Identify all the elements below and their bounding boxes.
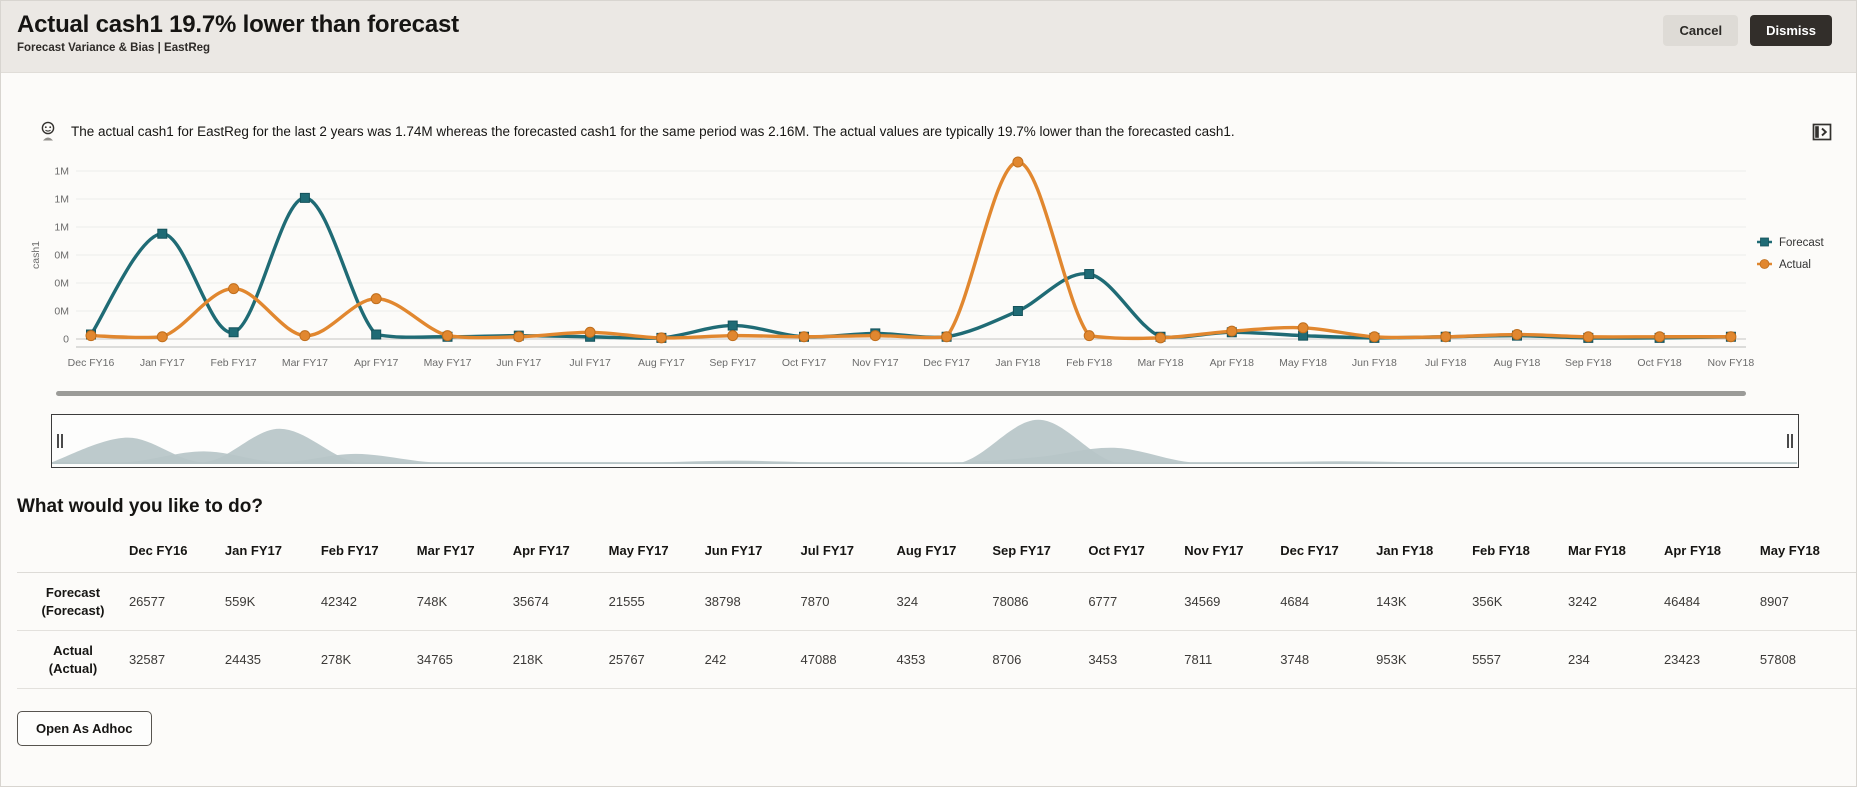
data-point-forecast[interactable] — [300, 193, 309, 202]
table-cell: 5557 — [1472, 652, 1501, 667]
table-cell: 3453 — [1088, 652, 1118, 667]
month-column-header: Feb FY17 — [321, 528, 417, 573]
table-cell: 4353 — [896, 652, 926, 667]
cancel-button[interactable]: Cancel — [1663, 15, 1738, 46]
data-point-forecast[interactable] — [1085, 270, 1094, 279]
x-tick-label: Nov FY17 — [851, 357, 899, 369]
table-cell: 47088 — [800, 652, 837, 667]
data-point-actual[interactable] — [728, 331, 738, 341]
month-column-header: Aug FY17 — [896, 528, 992, 573]
table-cell: 57808 — [1759, 652, 1797, 667]
series-line-forecast[interactable] — [91, 198, 1731, 338]
x-tick-label: Sep FY17 — [709, 357, 757, 369]
legend-item-actual[interactable] — [1757, 259, 1811, 271]
values-table-container — [17, 528, 1856, 689]
legend-label: Actual — [1779, 259, 1811, 271]
x-tick-label: Oct FY17 — [781, 357, 827, 369]
table-cell: 78086 — [992, 594, 1029, 609]
data-point-actual[interactable] — [300, 331, 310, 341]
table-cell: 143K — [1376, 594, 1407, 609]
table-cell: 38798 — [704, 594, 741, 609]
time-range-scrubber[interactable] — [51, 414, 1799, 468]
table-corner-cell — [17, 528, 129, 573]
table-cell: 559K — [224, 594, 256, 609]
x-tick-label: Oct FY18 — [1637, 357, 1682, 369]
narrative-text: The actual cash1 for EastReg for the last 2 years was 1.74M whereas the forecasted cash1 for the same period was 2.16M. The actual values are typically 19.7% lower than the forecasted cash1. — [71, 124, 1235, 139]
y-tick-label: 0M — [54, 305, 69, 318]
month-column-header: Jul FY17 — [801, 528, 897, 573]
table-cell: 7811 — [1184, 652, 1213, 667]
month-column-header: Apr FY18 — [1664, 528, 1760, 573]
header-actions — [1663, 15, 1832, 46]
month-column-header: Jun FY17 — [705, 528, 801, 573]
data-point-actual[interactable] — [157, 332, 167, 342]
x-tick-label: Apr FY17 — [354, 357, 399, 369]
data-point-actual[interactable] — [1298, 323, 1308, 333]
month-column-header: Oct FY17 — [1088, 528, 1184, 573]
open-panel-icon[interactable] — [1812, 122, 1832, 142]
x-tick-label: Jun FY17 — [496, 357, 542, 369]
table-header-row — [17, 528, 1856, 573]
x-tick-label: Feb FY17 — [210, 357, 257, 369]
insight-assistant-icon — [39, 121, 57, 142]
chart-horizontal-scrollbar[interactable] — [56, 391, 1746, 396]
x-tick-label: Nov FY18 — [1707, 357, 1755, 369]
x-tick-label: Apr FY18 — [1209, 357, 1254, 369]
legend-label: Forecast — [1779, 237, 1824, 249]
x-tick-label: Mar FY18 — [1137, 357, 1184, 369]
table-cell: 242 — [704, 652, 727, 667]
data-point-forecast[interactable] — [229, 328, 238, 337]
table-cell: 34569 — [1184, 594, 1221, 609]
table-cell: 278K — [320, 652, 352, 667]
data-point-actual[interactable] — [656, 333, 666, 343]
forecast-actual-line-chart[interactable] — [1, 148, 1856, 388]
prompt-heading: What would you like to do? — [17, 496, 263, 517]
open-as-adhoc-button[interactable]: Open As Adhoc — [17, 711, 152, 746]
data-point-actual[interactable] — [514, 332, 524, 342]
x-tick-label: Jan FY17 — [139, 357, 185, 369]
table-cell: 46484 — [1663, 594, 1701, 609]
table-cell: 324 — [896, 594, 919, 609]
x-tick-label: May FY18 — [1279, 357, 1328, 369]
data-point-actual[interactable] — [443, 331, 453, 341]
data-point-actual[interactable] — [371, 294, 381, 304]
table-cell: 4684 — [1280, 594, 1310, 609]
data-point-actual[interactable] — [870, 331, 880, 341]
data-point-actual[interactable] — [1013, 157, 1023, 167]
data-point-actual[interactable] — [1512, 330, 1522, 340]
values-table — [17, 528, 1856, 689]
month-column-header: Nov FY17 — [1184, 528, 1280, 573]
month-column-header: Dec FY17 — [1280, 528, 1376, 573]
data-point-actual[interactable] — [942, 332, 952, 342]
table-cell: 218K — [512, 652, 544, 667]
table-cell: 23423 — [1663, 652, 1701, 667]
x-tick-label: Aug FY18 — [1493, 357, 1541, 369]
y-tick-label: 0M — [54, 277, 69, 290]
x-tick-label: Jun FY18 — [1351, 357, 1397, 369]
month-column-header: Jan FY18 — [1376, 528, 1472, 573]
header-titles — [17, 11, 459, 54]
table-cell: 32587 — [128, 652, 166, 667]
y-tick-label: 1M — [54, 221, 69, 234]
y-tick-label: 0 — [63, 333, 69, 346]
data-point-actual[interactable] — [1726, 332, 1736, 342]
x-tick-label: May FY17 — [423, 357, 472, 369]
month-column-header: Dec FY16 — [129, 528, 225, 573]
y-tick-label: 1M — [54, 165, 69, 178]
table-cell: 8706 — [992, 652, 1022, 667]
y-tick-label: 1M — [54, 193, 69, 206]
table-cell: 34765 — [416, 652, 453, 667]
row-label: Actual (Actual) — [48, 642, 98, 676]
x-tick-label: Jan FY18 — [995, 357, 1041, 369]
chart-canvas[interactable] — [1, 148, 1857, 388]
table-cell: 3748 — [1280, 652, 1310, 667]
data-point-forecast[interactable] — [372, 330, 381, 339]
legend-item-forecast[interactable] — [1757, 237, 1825, 249]
y-tick-label: 0M — [54, 249, 69, 262]
table-cell: 26577 — [128, 594, 166, 609]
month-column-header: Sep FY17 — [992, 528, 1088, 573]
data-point-actual[interactable] — [1084, 331, 1094, 341]
data-point-actual[interactable] — [229, 284, 239, 294]
table-cell: 24435 — [224, 652, 262, 667]
y-axis-title: cash1 — [30, 240, 42, 270]
scrubber-right-handle[interactable] — [1787, 434, 1793, 448]
table-row-actual — [17, 631, 1856, 689]
x-tick-label: Dec FY16 — [67, 357, 115, 369]
table-cell: 953K — [1376, 652, 1407, 667]
month-column-header: Mar FY18 — [1568, 528, 1664, 573]
data-point-actual[interactable] — [1227, 326, 1237, 336]
page-subtitle: Forecast Variance & Bias | EastReg — [17, 42, 211, 54]
table-row-forecast — [17, 573, 1856, 631]
x-tick-label: Aug FY17 — [638, 357, 685, 369]
data-point-actual[interactable] — [585, 327, 595, 337]
data-point-actual[interactable] — [799, 332, 809, 342]
page-title: Actual cash1 19.7% lower than forecast — [17, 11, 459, 38]
data-point-forecast[interactable] — [1013, 307, 1022, 316]
table-cell: 42342 — [320, 594, 357, 609]
table-cell: 234 — [1568, 652, 1590, 667]
data-point-forecast[interactable] — [728, 321, 737, 330]
month-column-header: Mar FY17 — [417, 528, 513, 573]
table-cell: 8907 — [1759, 594, 1789, 609]
data-point-forecast[interactable] — [158, 229, 167, 238]
x-tick-label: Dec FY17 — [923, 357, 970, 369]
table-cell: 35674 — [512, 594, 549, 609]
dismiss-button[interactable]: Dismiss — [1750, 15, 1832, 46]
data-point-actual[interactable] — [1655, 332, 1665, 342]
data-point-actual[interactable] — [86, 331, 96, 341]
data-point-actual[interactable] — [1583, 332, 1593, 342]
month-column-header: May FY18 — [1760, 528, 1856, 573]
table-cell: 7870 — [800, 594, 830, 609]
data-point-actual[interactable] — [1156, 333, 1166, 343]
month-column-header: Feb FY18 — [1472, 528, 1568, 573]
month-column-header: May FY17 — [609, 528, 705, 573]
x-tick-label: Jul FY18 — [1424, 357, 1467, 369]
scrubber-overview-area — [52, 415, 1797, 466]
month-column-header: Apr FY17 — [513, 528, 609, 573]
data-point-actual[interactable] — [1441, 332, 1451, 342]
scrubber-left-handle[interactable] — [57, 434, 63, 448]
month-column-header: Jan FY17 — [225, 528, 321, 573]
data-point-actual[interactable] — [1369, 332, 1379, 342]
table-cell: 6777 — [1088, 594, 1118, 609]
table-cell: 748K — [416, 594, 448, 609]
row-label: Forecast (Forecast) — [41, 584, 105, 618]
table-cell: 356K — [1472, 594, 1503, 609]
table-cell: 21555 — [608, 594, 645, 609]
x-tick-label: Mar FY17 — [281, 357, 328, 369]
narrative-bar — [39, 121, 1836, 142]
header-bar — [1, 1, 1856, 73]
x-tick-label: Feb FY18 — [1066, 357, 1113, 369]
scrubber-silhouette-forecast — [52, 429, 1797, 464]
table-cell: 3242 — [1568, 594, 1597, 609]
x-tick-label: Sep FY18 — [1564, 357, 1612, 369]
x-tick-label: Jul FY17 — [569, 357, 611, 369]
table-cell: 25767 — [608, 652, 645, 667]
